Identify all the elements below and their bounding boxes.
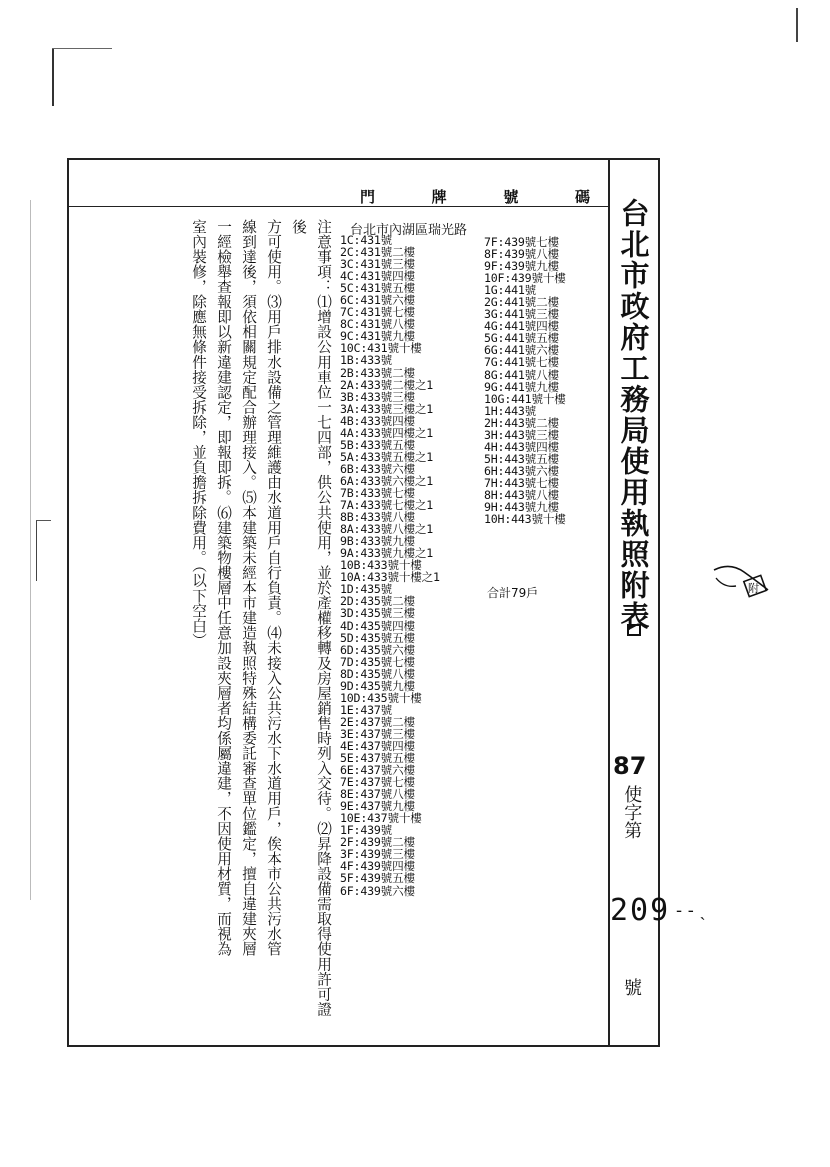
notes-line: 方可使用。⑶用戶排水設備之管理維護由水道用戶自行負責。⑷未接入公共污水下水道用戶，俟本市公共污水管	[265, 219, 282, 957]
address-entry: 10G:441號十樓	[484, 391, 566, 406]
address-entry: 4E:437號四樓	[340, 738, 415, 753]
address-entry: 3C:431號三樓	[340, 257, 415, 272]
document-title: 台北市政府工務局使用執照附表	[616, 198, 651, 632]
address-entry: 8C:431號八樓	[340, 317, 415, 332]
address-list-a	[340, 234, 440, 897]
address-entry: 7H:443號七樓	[484, 475, 559, 490]
address-entry: 2B:433號二樓	[340, 365, 415, 380]
address-entry: 10B:433號十樓	[340, 558, 422, 573]
address-entry: 6H:443號六樓	[484, 463, 559, 478]
address-entry: 8E:437號八樓	[340, 787, 415, 802]
address-entry: 8F:439號八樓	[484, 247, 559, 262]
address-entry: 7D:435號七樓	[340, 654, 415, 669]
stamp-text: 附	[748, 582, 759, 595]
address-list-b	[484, 236, 566, 525]
address-entry: 9D:435號九樓	[340, 678, 415, 693]
address-entry: 6E:437號六樓	[340, 763, 415, 778]
address-entry: 5D:435號五樓	[340, 630, 415, 645]
address-entry: 2H:443號二樓	[484, 415, 559, 430]
address-entry: 10H:443號十樓	[484, 512, 566, 527]
address-entry: 3G:441號三樓	[484, 307, 559, 322]
address-entry: 2G:441號二樓	[484, 295, 559, 310]
address-entry: 8H:443號八樓	[484, 487, 559, 502]
address-entry: 1H:443號	[484, 403, 537, 418]
address-entry: 5G:441號五樓	[484, 331, 559, 346]
address-entry: 8A:433號八樓之1	[340, 522, 434, 537]
address-entry: 4B:433號四樓	[340, 413, 415, 428]
address-entry: 9G:441號九樓	[484, 379, 559, 394]
address-entry: 9E:437號九樓	[340, 799, 415, 814]
header-char-4: 碼	[574, 188, 590, 206]
stamp-mark-icon	[710, 560, 772, 600]
address-entry: 1E:437號	[340, 702, 393, 717]
address-entry: 1F:439號	[340, 823, 393, 838]
address-entry: 1C:431號	[340, 233, 393, 247]
address-entry: 5A:433號五樓之1	[340, 449, 434, 464]
address-entry: 10A:433號十樓之1	[340, 570, 440, 585]
notes-line: 一經檢舉查報即以新違建認定，即報即拆。⑹建築物樓層中任意加設夾層者均係屬違建，不因使用材質，而視為	[215, 219, 232, 957]
notes-line: 室內裝修，除應無條件接受拆除，並負擔拆除費用。（以下空白）	[190, 219, 207, 649]
address-entry: 10E:437號十樓	[340, 811, 422, 826]
header-char-3: 號	[503, 188, 519, 206]
address-entry: 7E:437號七樓	[340, 775, 415, 790]
address-entry: 10D:435號十樓	[340, 690, 422, 705]
address-entry: 9H:443號九樓	[484, 500, 559, 515]
notes-line: 注意事項：⑴增設公用車位一七四部，供公共使用，並於產權移轉及房屋銷售時列入交待。⑵昇降設備需取得使用許可證後	[290, 219, 332, 1017]
scan-artifact-top-mark	[52, 48, 54, 106]
address-entry: 3E:437號三樓	[340, 726, 415, 741]
address-entry: 8B:433號八樓	[340, 510, 415, 525]
permit-suffix: 號	[624, 978, 642, 999]
address-entry: 2A:433號二樓之1	[340, 377, 434, 392]
address-entry: 3A:433號三樓之1	[340, 401, 434, 416]
address-entry: 8G:441號八樓	[484, 367, 559, 382]
notes-line: 線到達後，須依相關規定配合辦理接入。⑸本建築未經本市建造執照特殊結構委託審查單位鑑定，擅自違建夾層	[240, 219, 257, 957]
address-entry: 5F:439號五樓	[340, 871, 415, 886]
address-column-header	[360, 186, 590, 207]
address-entry: 3B:433號三樓	[340, 389, 415, 404]
address-entry: 4A:433號四樓之1	[340, 425, 434, 440]
notes-block	[186, 219, 336, 1017]
address-entry: 3D:435號三樓	[340, 606, 415, 621]
address-entry: 7A:433號七樓之1	[340, 498, 434, 513]
address-entry: 7C:431號七樓	[340, 305, 415, 320]
box-marker-icon	[624, 620, 644, 640]
address-entry: 1D:435號	[340, 582, 393, 597]
address-entry: 2F:439號二樓	[340, 835, 415, 850]
address-entry: 4H:443號四樓	[484, 439, 559, 454]
address-entry: 9A:433號九樓之1	[340, 546, 434, 561]
permit-number: 209	[610, 893, 671, 928]
address-entry: 6C:431號六樓	[340, 293, 415, 308]
address-entry: 7B:433號七樓	[340, 485, 415, 500]
address-entry: 8D:435號八樓	[340, 666, 415, 681]
address-entry: 5B:433號五樓	[340, 437, 415, 452]
address-entry: 2E:437號二樓	[340, 714, 415, 729]
header-char-1: 門	[360, 188, 376, 206]
address-total: 合計79戶	[487, 586, 539, 600]
address-entry: 2C:431號二樓	[340, 245, 415, 260]
address-entry: 3F:439號三樓	[340, 847, 415, 862]
address-entry: 6A:433號六樓之1	[340, 473, 434, 488]
address-entry: 2D:435號二樓	[340, 594, 415, 609]
address-entry: 9B:433號九樓	[340, 534, 415, 549]
address-entry: 7G:441號七樓	[484, 355, 559, 370]
address-entry: 1B:433號	[340, 353, 393, 368]
address-entry: 6F:439號六樓	[340, 883, 415, 898]
header-char-2: 牌	[431, 188, 447, 206]
address-entry: 10F:439號十樓	[484, 271, 566, 286]
scan-artifact-left-bracket	[36, 520, 51, 581]
address-entry: 4C:431號四樓	[340, 269, 415, 284]
address-entry: 9F:439號九樓	[484, 259, 559, 274]
address-entry: 9C:431號九樓	[340, 329, 415, 344]
address-entry: 5H:443號五樓	[484, 451, 559, 466]
address-entry: 4F:439號四樓	[340, 859, 415, 874]
address-entry: 4G:441號四樓	[484, 319, 559, 334]
address-entry: 3H:443號三樓	[484, 427, 559, 442]
address-entry: 1G:441號	[484, 283, 537, 298]
address-entry: 6B:433號六樓	[340, 461, 415, 476]
permit-year: 87	[613, 752, 647, 780]
scan-artifact-right-mark	[796, 8, 798, 42]
address-entry: 6D:435號六樓	[340, 642, 415, 657]
address-entry: 5E:437號五樓	[340, 751, 415, 766]
address-entry: 10C:431號十樓	[340, 341, 422, 356]
address-entry: 5C:431號五樓	[340, 281, 415, 296]
address-road: 台北市內湖區瑞光路	[350, 223, 468, 238]
address-entry: 6G:441號六樓	[484, 343, 559, 358]
scan-artifact-left-line	[30, 200, 31, 900]
address-entry: 4D:435號四樓	[340, 618, 415, 633]
permit-number-tail: - - ˎ	[676, 900, 706, 921]
permit-kind: 使字第	[621, 785, 643, 839]
address-entry: 7F:439號七樓	[484, 235, 559, 249]
scan-artifact-top-line	[52, 48, 112, 49]
